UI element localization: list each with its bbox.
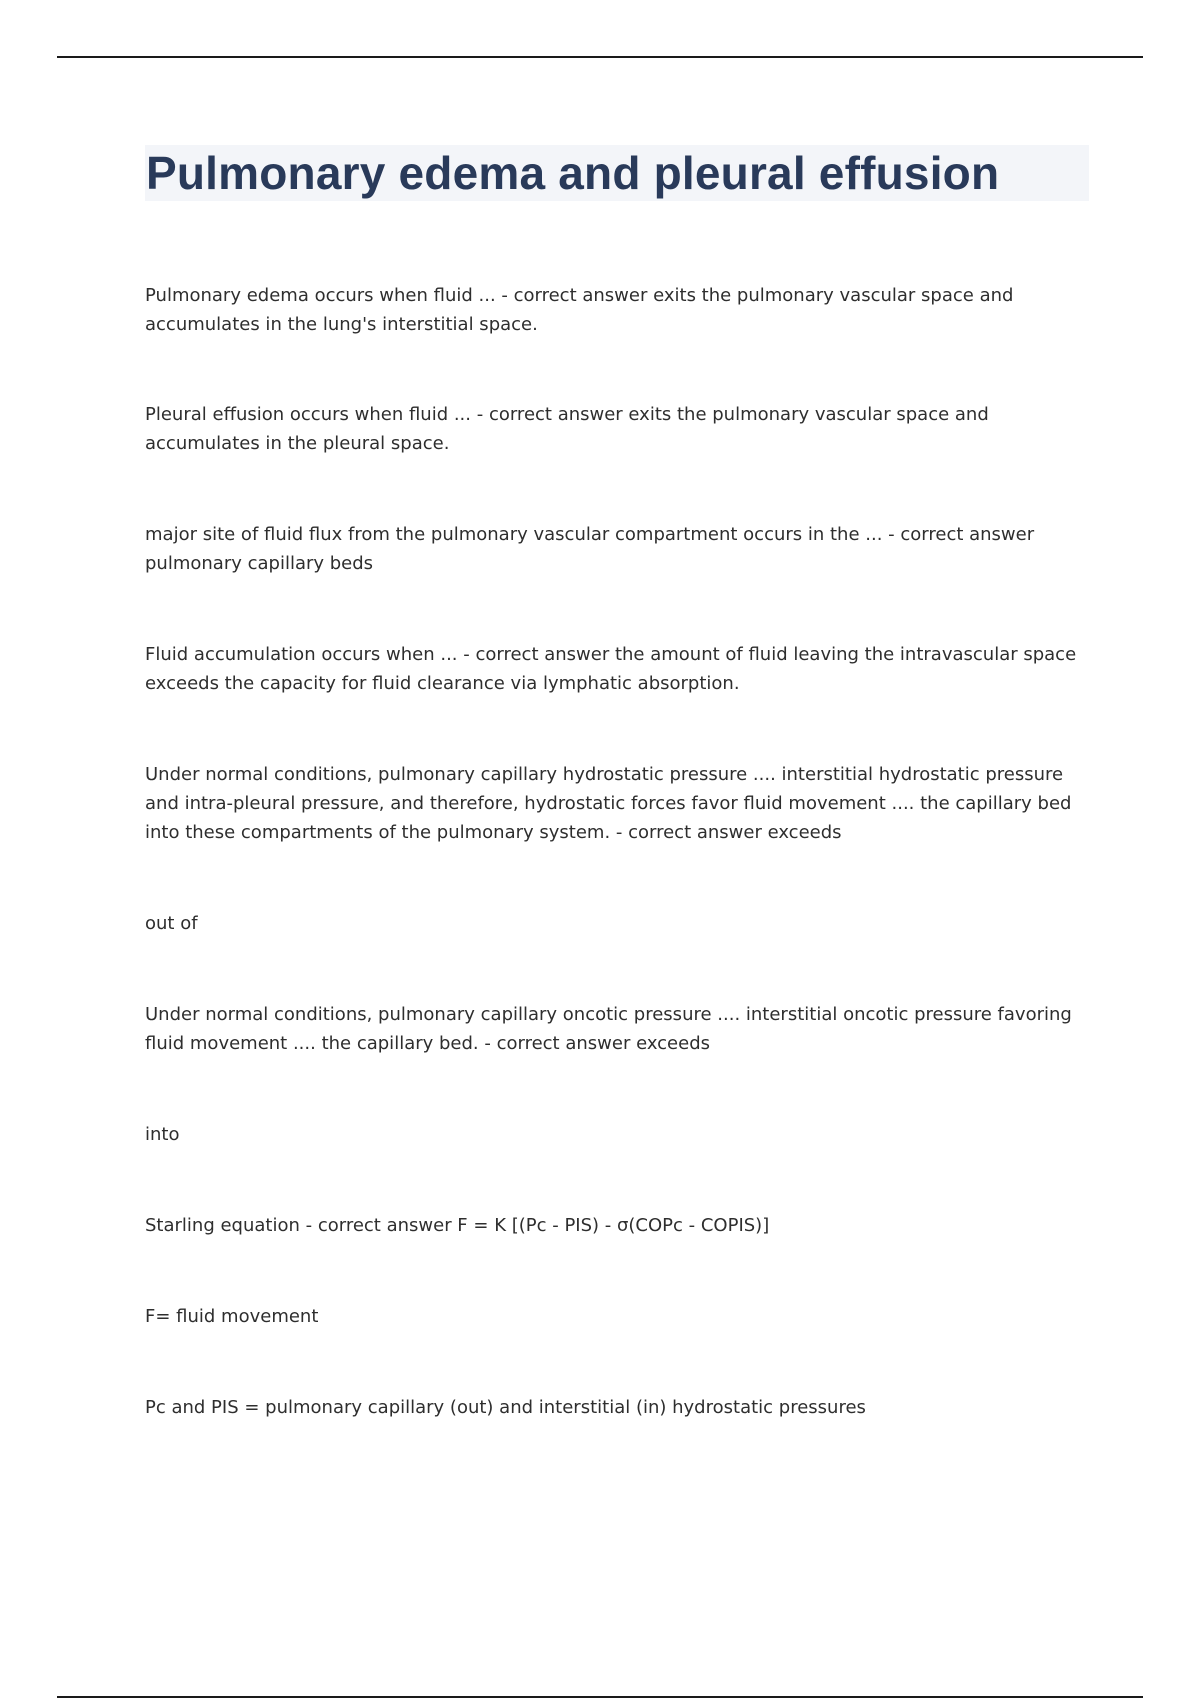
qa-entry-pulmonary-edema: Pulmonary edema occurs when fluid ... - correct answer exits the pulmonary vascular space and accumulates in the lung's interstitial space. — [145, 285, 1014, 335]
qa-entry-oncotic-pressure: Under normal conditions, pulmonary capillary oncotic pressure .... interstitial oncotic pressure favoring fluid movement .... the capillary bed. - correct answer exceeds — [145, 1004, 1072, 1054]
qa-entry-fluid-accumulation: Fluid accumulation occurs when ... - correct answer the amount of fluid leaving the intravascular space exceeds the capacity for fluid clearance via lymphatic absorption. — [145, 644, 1077, 694]
answer-continuation-into: into — [145, 1124, 180, 1145]
document-title: Pulmonary edema and pleural effusion — [146, 147, 1000, 199]
answer-continuation-out-of: out of — [145, 913, 198, 934]
qa-entry-starling-equation: Starling equation - correct answer F = K [(Pc - PIS) - σ(COPc - COPIS)] — [145, 1215, 770, 1236]
qa-entry-pleural-effusion: Pleural effusion occurs when fluid ... - correct answer exits the pulmonary vascular space and accumulates in the pleural space. — [145, 404, 989, 454]
definition-fluid-movement: F= fluid movement — [145, 1306, 319, 1327]
definition-hydrostatic-pressures: Pc and PIS = pulmonary capillary (out) and interstitial (in) hydrostatic pressures — [145, 1397, 866, 1418]
document-page — [145, 145, 1089, 1422]
title-band — [145, 145, 1089, 201]
qa-entry-fluid-flux-site: major site of fluid flux from the pulmonary vascular compartment occurs in the ... - correct answer pulmonary capillary beds — [145, 524, 1035, 574]
top-rule — [57, 56, 1143, 58]
bottom-rule — [57, 1696, 1143, 1698]
qa-entry-hydrostatic-pressure: Under normal conditions, pulmonary capillary hydrostatic pressure .... interstitial hydrostatic pressure and intra-pleural pressure, and therefore, hydrostatic forces favor fluid movement .... the capillary bed into these compartments of the pulmonary system. - correct answer exceeds — [145, 764, 1072, 843]
